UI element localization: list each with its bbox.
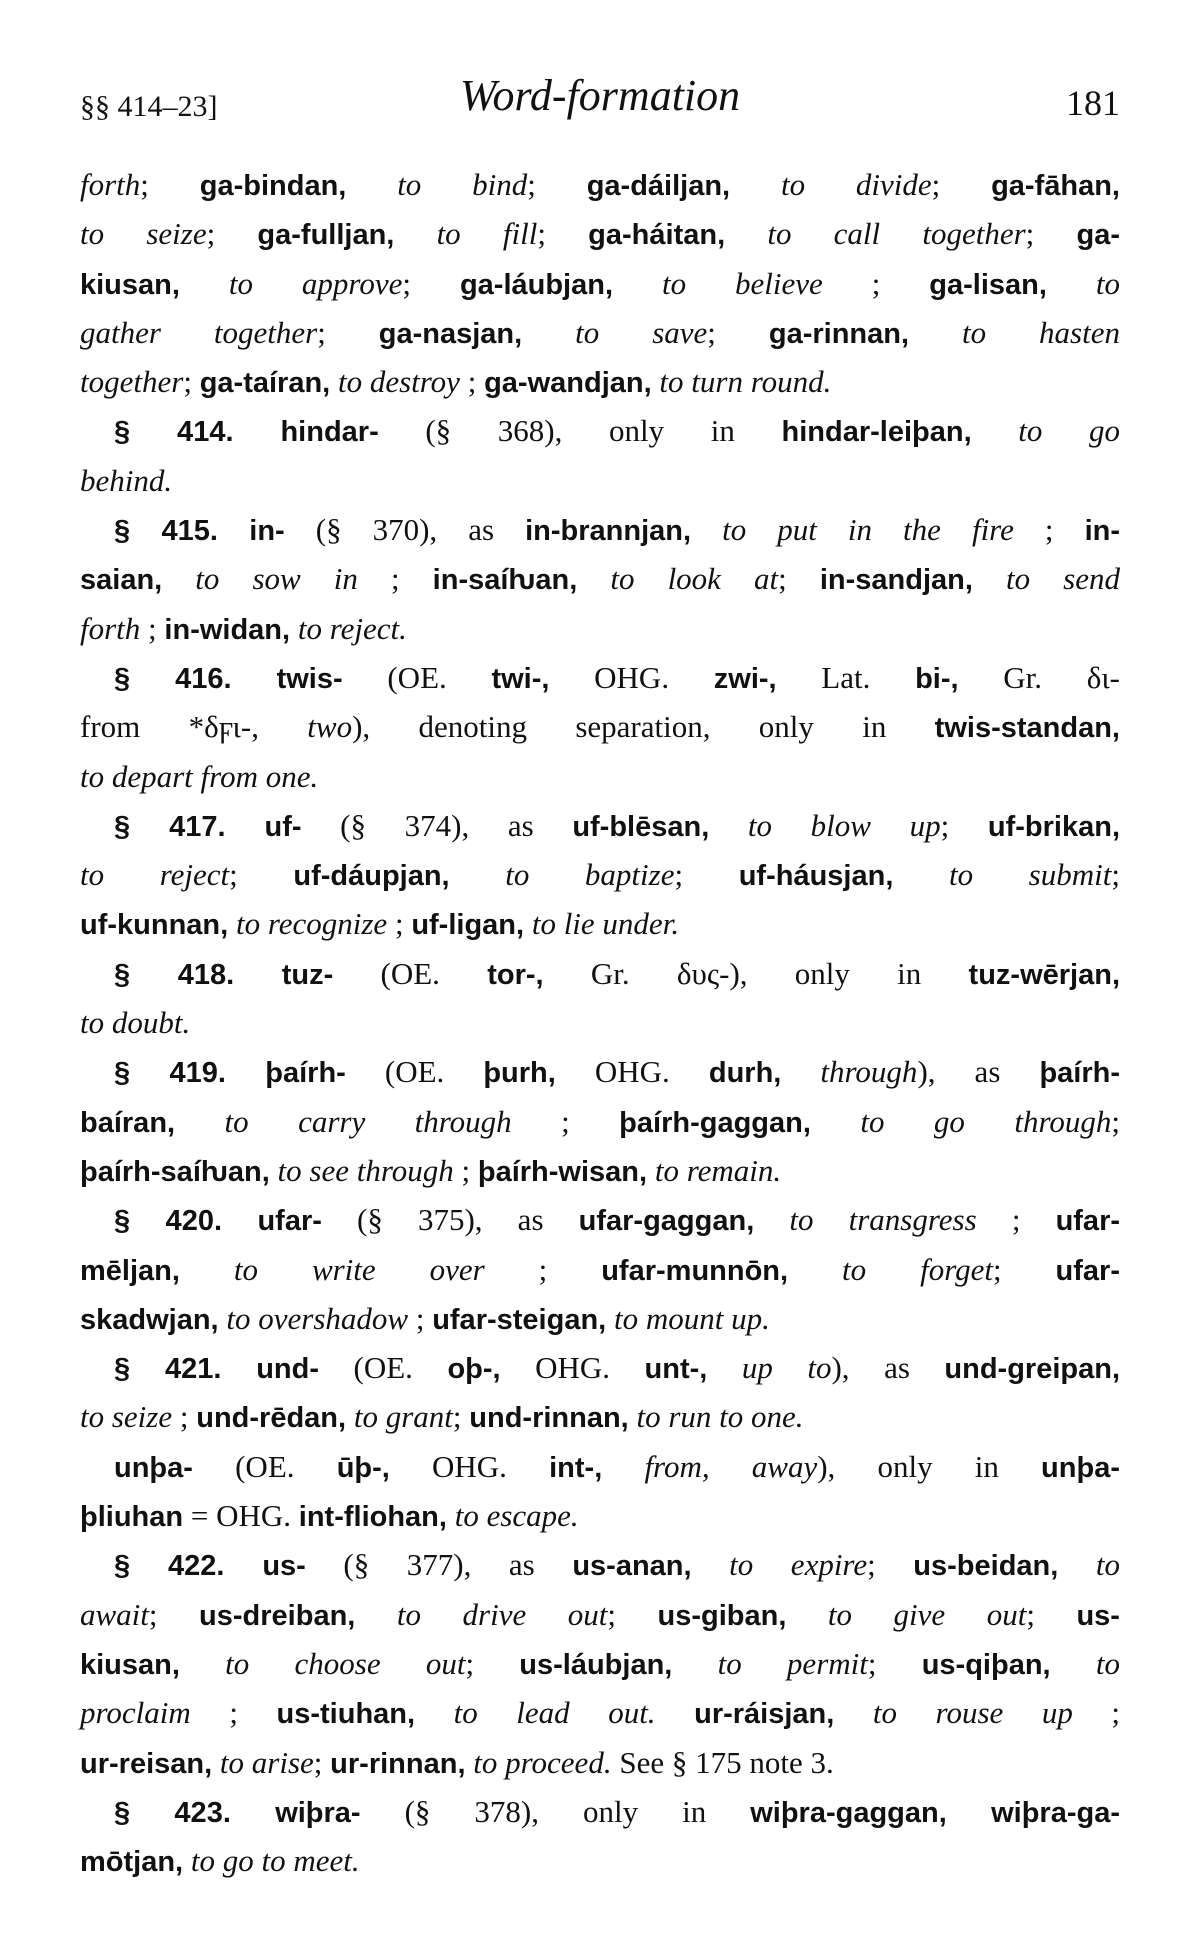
gothic-word: tuz- [281, 958, 334, 991]
section-range: §§ 414–23] [80, 90, 218, 123]
gothic-word: ga-láubjan, [459, 268, 614, 301]
text-line [80, 1047, 1120, 1096]
gothic-word: und-rēdan, [196, 1402, 347, 1435]
text-run: ; [484, 1251, 602, 1287]
gloss: to overshadow [218, 1300, 409, 1336]
text-line [80, 1688, 1120, 1737]
page-header [80, 70, 1120, 130]
gothic-word: in-saíƕan, [432, 564, 578, 597]
gothic-word: ga-lisan, [929, 268, 1047, 301]
text-run: (OE. [192, 1448, 337, 1484]
text-run: ; [537, 216, 589, 252]
gothic-word: uf-ligan, [411, 909, 525, 942]
text-run: δυς- [676, 955, 730, 991]
running-title: Word-formation [459, 71, 741, 120]
gloss: to write over [179, 1251, 485, 1287]
gloss: to go [971, 413, 1121, 449]
text-line [80, 456, 1120, 505]
gloss: up to [707, 1350, 832, 1386]
gothic-word: þaírh-saíƕan, [80, 1155, 270, 1188]
text-line [80, 308, 1120, 357]
gothic-word: ga-nasjan, [378, 317, 523, 350]
text-run: ), only in [817, 1448, 1042, 1484]
gothic-word: ur-reisan, [80, 1747, 213, 1780]
text-run: ; [408, 1300, 433, 1336]
text-line [80, 949, 1120, 998]
text-run: ; [931, 167, 992, 202]
gloss: to [1050, 1645, 1120, 1681]
gloss: to rouse up [834, 1695, 1073, 1731]
gothic-word: ufar-munnōn, [601, 1254, 789, 1287]
gothic-word: mōtjan, [80, 1846, 184, 1879]
gloss: from, away [602, 1448, 818, 1484]
gloss: to fill [394, 216, 538, 252]
gothic-word: § 420. [114, 1205, 258, 1238]
gothic-word: us- [1076, 1599, 1120, 1632]
gloss: to [1046, 265, 1120, 301]
gloss: proclaim [80, 1695, 191, 1731]
text-run: ; [459, 364, 485, 400]
text-line [80, 259, 1120, 308]
gothic-word: us-giban, [657, 1599, 787, 1632]
text-run: ; [453, 1152, 478, 1188]
text-run: ; [183, 364, 200, 400]
text-run: (§ 378), only in [360, 1793, 751, 1829]
text-line [80, 1540, 1120, 1589]
text-line [80, 1097, 1120, 1146]
gloss: to sow in [162, 561, 358, 597]
gothic-word: § 415. [114, 515, 250, 548]
gloss: to carry through [175, 1103, 512, 1139]
gothic-word: ga-rinnan, [768, 317, 910, 350]
gloss: to escape. [446, 1498, 579, 1534]
gloss: to [1058, 1547, 1120, 1583]
gloss: to blow up [709, 807, 941, 843]
text-run: (OE. [342, 659, 492, 695]
gothic-word: § 421. [114, 1353, 257, 1386]
text-run: from *δϝι-, [80, 709, 308, 745]
text-line [80, 1639, 1120, 1688]
gloss: to recognize [228, 906, 388, 942]
gloss: to mount up. [606, 1300, 770, 1336]
gothic-word: þliuhan [80, 1501, 184, 1534]
gothic-word: int-, [549, 1451, 603, 1484]
gothic-word: in-widan, [164, 613, 291, 646]
gothic-word: ufar- [257, 1205, 322, 1238]
gothic-word: und-rinnan, [469, 1402, 629, 1435]
text-line [80, 1491, 1120, 1540]
text-line [80, 1245, 1120, 1294]
gothic-word: us-láubjan, [519, 1648, 673, 1681]
gothic-word: ga-fulljan, [257, 219, 395, 252]
text-run: ; [465, 1645, 520, 1681]
text-run: ; [357, 561, 433, 597]
text-run: (OE. [345, 1054, 484, 1090]
text-run: ; [172, 1399, 197, 1435]
gloss: to give out [786, 1596, 1027, 1632]
text-run: ), as [917, 1054, 1040, 1090]
gloss: behind. [80, 462, 173, 498]
gothic-word: und- [256, 1353, 320, 1386]
gloss: to put in the fire [691, 512, 1014, 548]
gothic-word: uf-kunnan, [80, 909, 229, 942]
text-run: ), denoting separation, only in [352, 709, 935, 745]
gothic-word: þaírh- [1039, 1057, 1120, 1090]
text-run: ; [1072, 1695, 1120, 1731]
text-line [80, 1343, 1120, 1392]
text-run [656, 1695, 695, 1730]
gloss: to seize [80, 1399, 173, 1435]
gothic-word: ga-fāhan, [991, 170, 1120, 202]
gothic-word: tuz-wērjan, [968, 958, 1121, 991]
page-number: 181 [1066, 83, 1120, 123]
gothic-word: in- [1084, 515, 1120, 548]
gothic-word: baíran, [80, 1106, 176, 1139]
gothic-word: ur-rinnan, [330, 1747, 466, 1780]
gothic-word: bi-, [915, 662, 959, 695]
gloss: to destroy [330, 364, 460, 400]
text-run: (OE. [333, 955, 488, 991]
gothic-word: oþ-, [447, 1353, 501, 1386]
text-run: OHG. [500, 1350, 645, 1386]
gloss: to bind [346, 167, 528, 202]
gloss: to transgress [754, 1202, 977, 1238]
text-run: Gr. [543, 955, 677, 991]
text-line [80, 1392, 1120, 1441]
text-line [80, 702, 1120, 751]
gloss: to expire [691, 1547, 868, 1583]
gothic-word: § 418. [114, 958, 282, 991]
gothic-word: us-dreiban, [199, 1599, 356, 1632]
text-run: δι- [1086, 659, 1121, 695]
text-run: ; [707, 314, 769, 350]
text-line [80, 209, 1120, 258]
gothic-word: unþa- [1041, 1451, 1120, 1484]
gothic-word: ufar-steigan, [432, 1303, 607, 1336]
gothic-word: § 422. [114, 1550, 263, 1583]
text-run: ; [511, 1103, 620, 1139]
gloss: to divide [730, 167, 932, 202]
gloss: to forget [788, 1251, 993, 1287]
gloss: to permit [672, 1645, 868, 1681]
text-run: ; [867, 1547, 914, 1583]
gothic-word: § 423. [114, 1796, 276, 1829]
gloss: to run to one. [628, 1399, 804, 1435]
gloss: to lead out. [415, 1695, 656, 1731]
text-line [80, 653, 1120, 702]
gloss: to go through [810, 1103, 1112, 1139]
text-run: ; [140, 167, 200, 202]
gothic-word: kiusan, [80, 1648, 180, 1681]
gloss: to arise [212, 1744, 314, 1780]
text-line [80, 1442, 1120, 1491]
text-run: ; [1026, 1596, 1077, 1632]
gothic-word: uf-háusjan, [738, 860, 894, 893]
text-run: ; [822, 265, 930, 301]
gloss: to baptize [449, 857, 675, 893]
gloss: two [307, 709, 353, 745]
gothic-word: ga-bindan, [199, 170, 347, 202]
text-run: (OE. [319, 1350, 448, 1386]
gothic-word: mēljan, [80, 1254, 180, 1287]
gothic-word: unt-, [644, 1353, 708, 1386]
gothic-word: þaírh-wisan, [477, 1155, 648, 1188]
gloss: forth [80, 167, 141, 202]
gothic-word: twi-, [491, 662, 550, 695]
gothic-word: us-anan, [572, 1550, 692, 1583]
gothic-word: þaírh-gaggan, [619, 1106, 811, 1139]
text-line [80, 850, 1120, 899]
gothic-word: ufar-gaggan, [578, 1205, 755, 1238]
gloss: to lie under. [524, 906, 680, 942]
gothic-word: zwi-, [713, 662, 777, 695]
text-line [80, 801, 1120, 850]
gothic-word: § 419. [114, 1057, 266, 1090]
text-line [80, 752, 1120, 801]
text-run: ; [867, 1645, 922, 1681]
text-run: ; [229, 857, 294, 893]
gloss: await [80, 1596, 149, 1632]
text-run: ; [140, 610, 165, 646]
text-line [80, 357, 1120, 406]
text-run: ; [452, 1399, 470, 1435]
gloss: to reject [80, 857, 230, 893]
gloss: to remain. [647, 1152, 782, 1188]
gloss: to look at [577, 561, 779, 597]
gloss: to drive out [355, 1596, 608, 1632]
text-run: (§ 368), only in [378, 413, 782, 449]
text-run: ), as [831, 1350, 945, 1386]
gothic-word: us-tiuhan, [276, 1698, 416, 1731]
text-run: ; [1025, 216, 1077, 252]
text-run: (§ 374), as [301, 807, 573, 843]
gothic-word: ga-dáiljan, [586, 170, 731, 202]
text-line [80, 160, 1120, 209]
gothic-word: wiþra-ga- [946, 1796, 1121, 1829]
gothic-word: ufar- [1055, 1254, 1120, 1287]
gloss: to choose out [179, 1645, 466, 1681]
text-run: ; [402, 265, 460, 301]
gloss: to seize [80, 216, 207, 252]
text-line [80, 505, 1120, 554]
gloss: to see through [269, 1152, 454, 1188]
gothic-word: ufar- [1055, 1205, 1121, 1238]
text-run: OHG. [389, 1448, 550, 1484]
gloss: to go to meet. [183, 1843, 360, 1879]
text-run: Lat. [776, 659, 916, 695]
text-run: ; [1013, 512, 1085, 548]
gothic-word: § 416. [114, 662, 277, 695]
gothic-word: wiþra- [275, 1796, 361, 1829]
text-line [80, 604, 1120, 653]
text-line [80, 1195, 1120, 1244]
gloss: to depart from one. [80, 758, 319, 794]
text-run: (§ 370), as [284, 512, 526, 548]
gloss: forth [80, 610, 141, 646]
gothic-word: wiþra-gaggan, [750, 1796, 947, 1829]
text-run: ; [674, 857, 739, 893]
gothic-word: uf- [264, 810, 302, 843]
text-line [80, 1590, 1120, 1639]
gothic-word: in-brannjan, [525, 515, 692, 548]
gloss: through [781, 1054, 918, 1090]
gothic-word: skadwjan, [80, 1303, 219, 1336]
text-run: ; [387, 906, 412, 942]
gothic-word: durh, [708, 1057, 782, 1090]
gothic-word: hindar- [280, 416, 379, 449]
gothic-word: uf-dáupjan, [293, 860, 450, 893]
gloss: to doubt. [80, 1005, 191, 1041]
text-run: ; [313, 1744, 331, 1780]
gothic-word: § 417. [114, 810, 265, 843]
text-run: ; [976, 1202, 1056, 1238]
text-run: ; [607, 1596, 658, 1632]
gloss: to save [522, 314, 708, 350]
gothic-word: us-qiþan, [921, 1648, 1051, 1681]
gloss: to hasten [909, 314, 1120, 350]
text-run: ; [1111, 1103, 1120, 1139]
text-run: ; [778, 561, 820, 597]
gothic-word: ga- [1076, 219, 1120, 252]
gloss: together [80, 364, 184, 400]
gloss: to send [972, 561, 1120, 597]
gothic-word: uf-brikan, [987, 810, 1121, 843]
gothic-word: in- [249, 515, 285, 548]
text-line [80, 1836, 1120, 1885]
gloss: to call together [725, 216, 1026, 252]
text-run: ; [148, 1596, 200, 1632]
text-run: OHG. [555, 1054, 709, 1090]
gloss: to approve [179, 265, 403, 301]
gloss: to proceed. [465, 1744, 612, 1780]
text-run: ), only in [729, 955, 969, 991]
text-line [80, 1738, 1120, 1787]
text-run: ; [206, 216, 258, 252]
gothic-word: twis-standan, [934, 712, 1120, 745]
gothic-word: ūþ-, [336, 1451, 390, 1484]
text-line [80, 1294, 1120, 1343]
gothic-word: uf-blēsan, [572, 810, 710, 843]
text-run: ; [190, 1695, 277, 1731]
gothic-word: tor-, [487, 958, 544, 991]
gothic-word: þurh, [483, 1057, 556, 1090]
gothic-word: twis- [276, 662, 343, 695]
gothic-word: unþa- [114, 1451, 193, 1484]
gloss: to reject. [290, 610, 407, 646]
text-run: = OHG. [183, 1498, 299, 1534]
text-line [80, 554, 1120, 603]
gloss: to submit [893, 857, 1112, 893]
gothic-word: ur-ráisjan, [694, 1698, 835, 1731]
text-run: OHG. [549, 659, 714, 695]
gothic-word: ga-taíran, [199, 367, 331, 400]
gothic-word: us-beidan, [913, 1550, 1059, 1583]
gloss: to turn round. [651, 364, 832, 400]
text-run: See § 175 note 3. [611, 1744, 834, 1780]
text-line [80, 1146, 1120, 1195]
gothic-word: ga-háitan, [588, 219, 726, 252]
gloss: gather together [80, 314, 318, 350]
text-run: ; [992, 1251, 1056, 1287]
gothic-word: kiusan, [80, 268, 180, 301]
gothic-word: saian, [80, 564, 163, 597]
gothic-word: ga-wandjan, [484, 367, 652, 400]
gothic-word: und-greipan, [944, 1353, 1121, 1386]
gothic-word: int-fliohan, [298, 1501, 447, 1534]
text-run: Gr. [958, 659, 1087, 695]
gothic-word: § 414. [114, 416, 281, 449]
gothic-word: þaírh- [265, 1057, 346, 1090]
text-run: ; [1111, 857, 1120, 893]
text-run: (§ 375), as [321, 1202, 579, 1238]
gothic-word: us- [262, 1550, 306, 1583]
gothic-word: hindar-leiþan, [781, 416, 972, 449]
text-line [80, 998, 1120, 1047]
text-line [80, 899, 1120, 948]
text-line [80, 1787, 1120, 1836]
gloss: to grant [346, 1399, 453, 1435]
text-run: (§ 377), as [305, 1547, 573, 1583]
text-run: ; [317, 314, 379, 350]
page-body [80, 160, 1120, 1885]
text-line [80, 406, 1120, 455]
text-run: ; [940, 807, 988, 843]
text-run: ; [527, 167, 587, 202]
gloss: to believe [613, 265, 823, 301]
gothic-word: in-sandjan, [819, 564, 973, 597]
